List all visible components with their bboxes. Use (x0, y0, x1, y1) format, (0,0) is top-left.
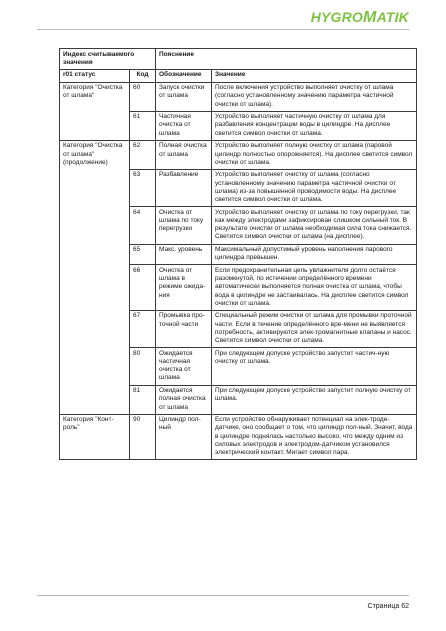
table-header-row (60, 49, 417, 70)
logo-part-m: M (363, 9, 377, 26)
designation-cell: Ожидается полная очистка от шлама (156, 385, 212, 414)
designation-cell: Макс. уровень (156, 244, 212, 265)
hygromatik-logo (311, 9, 409, 26)
code-cell: 90 (130, 414, 156, 460)
category-cell: Категория "Очистка от шлама" (продолжение) (60, 140, 130, 414)
code-cell: 66 (130, 265, 156, 311)
meaning-cell: Максимальный допустимый уровень наполнения парового цилиндра превышен. (212, 244, 417, 265)
table-row (60, 140, 417, 169)
header-read-value-index: Индекс считываемого значения (60, 49, 156, 70)
category-cell: Категория "Очистка от шлама" (60, 82, 130, 140)
designation-cell: Ожидается частичная очистка от шлама (156, 348, 212, 385)
code-cell: 81 (130, 385, 156, 414)
meaning-cell: Устройство выполняет очистку от шлама (согласно установленному значению параметра частичной очистки от шлама) из-за повышенной проводимости воды. На дисплее светится символ очистки от шлама. (212, 169, 417, 206)
logo-part-hygro: HYGRO (310, 9, 364, 25)
subheader-designation: Обозначение (156, 69, 212, 82)
code-cell: 62 (130, 140, 156, 169)
meaning-cell: Специальный режим очистки от шлама для промывки проточной части. Если в течение определённого вре-мени не выявляется потребность, активируются элек-тромагнитные клапаны и насос. Светится символ очистки от шлама. (212, 310, 417, 347)
subheader-status: r01 статус (60, 69, 130, 82)
designation-cell: Промывка про-точной части (156, 310, 212, 347)
page-number: Страница 62 (367, 603, 409, 610)
subheader-meaning: Значение (212, 69, 417, 82)
meaning-cell: Если предохранительная цепь увлажнителя долго остаётся разомкнутой, по истечении определённого времени автоматически выполняется полная очистка от шлама, чтобы вода в цилиндре не застаивалась. На дисплее светится символ очистки от шлама. (212, 265, 417, 311)
table-row (60, 82, 417, 111)
meaning-cell: Если устройство обнаруживает потенциал на элек-троде-датчике, оно сообщает о том, что цилиндр пол-ный. Значит, вода в цилиндре поднялась настолько высоко, что между одним из силовых электродов и электродом-датчиком установился электрический контакт. Мигает символ пара. (212, 414, 417, 460)
meaning-cell: После включения устройство выполняет очистку от шлама (согласно установленному значению параметра частичной очистки от шлама). (212, 82, 417, 111)
status-table (59, 48, 417, 460)
code-cell: 80 (130, 348, 156, 385)
logo-part-atik: ATIK (376, 9, 409, 25)
code-cell: 64 (130, 207, 156, 244)
designation-cell: Очистка от шлама в режиме ожида-ния (156, 265, 212, 311)
meaning-cell: Устройство выполняет полную очистку от шлама (паровой цилиндр полностью опорожняется). На дисплее светится символ очистки от шлама. (212, 140, 417, 169)
header-explanation: Пояснение (156, 49, 417, 70)
category-cell: Категория "Конт-роль" (60, 414, 130, 460)
code-cell: 67 (130, 310, 156, 347)
table-row (60, 414, 417, 460)
code-cell: 65 (130, 244, 156, 265)
designation-cell: Частичная очистка от шлама (156, 111, 212, 140)
table-subheader-row (60, 69, 417, 82)
code-cell: 61 (130, 111, 156, 140)
meaning-cell: При следующем допуске устройство запустит частич-ную очистку от шлама. (212, 348, 417, 385)
meaning-cell: Устройство выполняет частичную очистку от шлама для разбавления концентрации воды в цилиндре. На дисплее светится символ очистки от шлама. (212, 111, 417, 140)
designation-cell: Полная очистка от шлама (156, 140, 212, 169)
meaning-cell: Устройство выполняет очистку от шлама по току перегрузки, так как между электродами зафиксирован слишком сильный ток. В результате очистки от шлама необходимая сила тока снижается. Светится символ очистки от шлама (на дисплее). (212, 207, 417, 244)
designation-cell: Разбавление (156, 169, 212, 206)
designation-cell: Запуск очистки от шлама (156, 82, 212, 111)
designation-cell: Очистка от шлама по току перегрузки (156, 207, 212, 244)
code-cell: 63 (130, 169, 156, 206)
subheader-code: Код (130, 69, 156, 82)
meaning-cell: При следующем допуске устройство запустит полную очистку от шлама. (212, 385, 417, 414)
code-cell: 60 (130, 82, 156, 111)
header-divider (37, 29, 409, 30)
footer-divider (37, 595, 409, 596)
designation-cell: Цилиндр пол-ный (156, 414, 212, 460)
